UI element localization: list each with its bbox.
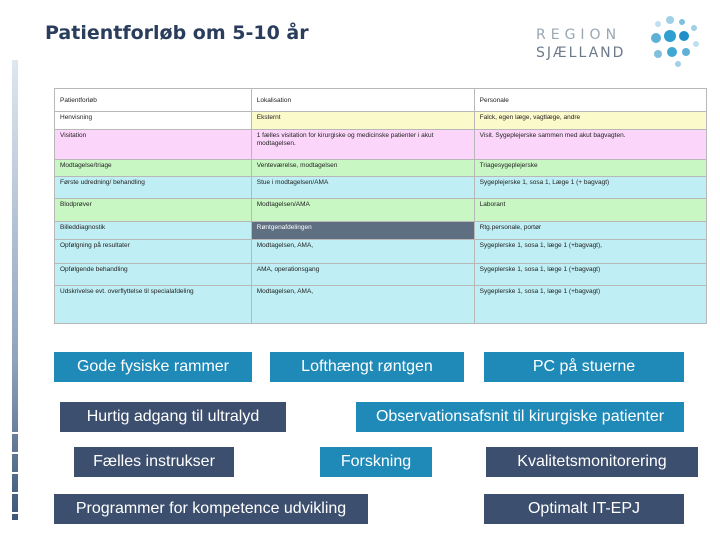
table-row <box>55 222 707 240</box>
table-row <box>55 112 707 130</box>
cell-location: AMA, operationsgang <box>251 264 474 286</box>
patient-flow-table <box>54 88 707 324</box>
table-row <box>55 160 707 177</box>
improvement-tag: Lofthængt røntgen <box>270 352 464 382</box>
cell-staff: Triagesygeplejerske <box>474 160 706 177</box>
cell-location: Røntgenafdelingen <box>251 222 474 240</box>
improvement-tag: Optimalt IT-EPJ <box>484 494 684 524</box>
region-logo <box>536 26 636 62</box>
table-row <box>55 130 707 160</box>
table-row <box>55 286 707 324</box>
cell-staff: Sygeplerske 1, sosa 1, læge 1 (+bagvagt) <box>474 264 706 286</box>
region-logo-icon <box>648 14 708 74</box>
table-row <box>55 177 707 199</box>
table-row <box>55 199 707 222</box>
cell-location: Eksternt <box>251 112 474 130</box>
cell-staff: Visit. Sygeplejerske sammen med akut bagvagten. <box>474 130 706 160</box>
header-personale: Personale <box>474 89 706 112</box>
cell-staff: Sygeplerske 1, sosa 1, læge 1 (+bagvagt) <box>474 286 706 324</box>
cell-location: Modtagelsen, AMA, <box>251 240 474 264</box>
cell-step: Billeddiagnostik <box>55 222 252 240</box>
timeline-arrow <box>10 60 20 520</box>
table-header-row <box>55 89 707 112</box>
page-title: Patientforløb om 5-10 år <box>45 22 309 44</box>
cell-step: Opfølgende behandling <box>55 264 252 286</box>
header-lokalisation: Lokalisation <box>251 89 474 112</box>
cell-staff: Laborant <box>474 199 706 222</box>
cell-step: Visitation <box>55 130 252 160</box>
improvement-tag: Observationsafsnit til kirurgiske patienter <box>356 402 684 432</box>
cell-staff: Rtg.personale, portør <box>474 222 706 240</box>
cell-location: 1 fælles visitation for kirurgiske og medicinske patienter i akut modtagelsen. <box>251 130 474 160</box>
cell-step: Blodprøver <box>55 199 252 222</box>
improvement-tag: PC på stuerne <box>484 352 684 382</box>
cell-step: Modtagelse/triage <box>55 160 252 177</box>
improvement-tag: Kvalitetsmonitorering <box>486 447 698 477</box>
cell-staff: Falck, egen læge, vagtlæge, andre <box>474 112 706 130</box>
improvement-tag: Programmer for kompetence udvikling <box>54 494 368 524</box>
improvement-tag: Hurtig adgang til ultralyd <box>60 402 286 432</box>
logo-line-sjaelland: SJÆLLAND <box>536 45 626 61</box>
cell-step: Henvisning <box>55 112 252 130</box>
cell-location: Modtagelsen/AMA <box>251 199 474 222</box>
cell-step: Første udredning/ behandling <box>55 177 252 199</box>
cell-staff: Sygeplerske 1, sosa 1, læge 1 (+bagvagt), <box>474 240 706 264</box>
cell-step: Udskrivelse evt. overflyttelse til specialafdeling <box>55 286 252 324</box>
cell-staff: Sygeplejerske 1, sosa 1, Læge 1 (+ bagvagt) <box>474 177 706 199</box>
cell-location: Venteværelse, modtagelsen <box>251 160 474 177</box>
cell-step: Opfølgning på resultater <box>55 240 252 264</box>
improvement-tag: Forskning <box>320 447 432 477</box>
improvement-tag: Gode fysiske rammer <box>54 352 252 382</box>
improvement-tag: Fælles instrukser <box>74 447 234 477</box>
table-row <box>55 264 707 286</box>
table-row <box>55 240 707 264</box>
cell-location: Stue i modtagelsen/AMA <box>251 177 474 199</box>
header-patientforloeb: Patientforløb <box>55 89 252 112</box>
logo-line-region: REGION <box>536 27 622 43</box>
cell-location: Modtagelsen, AMA, <box>251 286 474 324</box>
